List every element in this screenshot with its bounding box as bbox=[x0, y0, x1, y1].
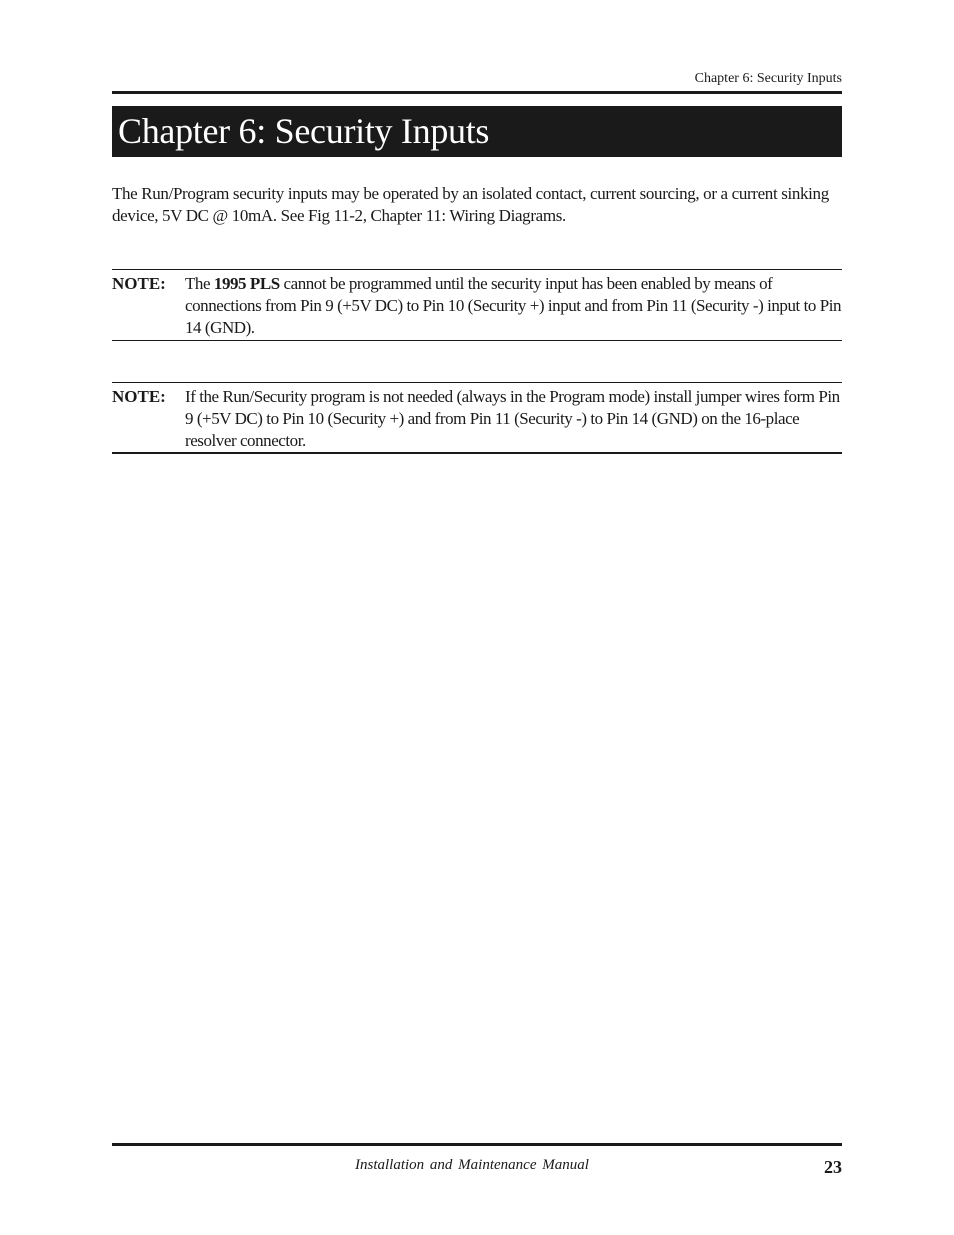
header-rule bbox=[112, 91, 842, 94]
note-text-body: cannot be programmed until the security input has been enabled by means of connections from Pin 9 (+5V DC) to Pin 10 (Security +) input and from Pin 11 (Security -) input to Pin 14 (GND). bbox=[185, 274, 842, 337]
footer-rule bbox=[112, 1143, 842, 1146]
note-text-prefix: The bbox=[185, 274, 214, 293]
note-box-programming bbox=[112, 269, 842, 341]
page-number: 23 bbox=[824, 1157, 842, 1177]
note-label: NOTE: bbox=[112, 274, 166, 293]
running-header: Chapter 6: Security Inputs bbox=[694, 71, 842, 86]
note-text: If the Run/Security program is not needed (always in the Program mode) install jumper wires form Pin 9 (+5V DC) to Pin 10 (Security +) and from Pin 11 (Security -) to Pin 14 (GND) on the 16-place resolver connector. bbox=[185, 387, 840, 450]
chapter-title: Chapter 6: Security Inputs bbox=[118, 111, 490, 151]
note-label: NOTE: bbox=[112, 387, 166, 406]
footer-manual-title: Installation and Maintenance Manual bbox=[355, 1157, 589, 1173]
product-name: 1995 PLS bbox=[213, 274, 280, 293]
note-box-jumper bbox=[112, 382, 842, 454]
note-text bbox=[185, 273, 842, 339]
intro-paragraph: The Run/Program security inputs may be operated by an isolated contact, current sourcing, or a current sinking device, 5V DC @ 10mA. See Fig 11-2, Chapter 11: Wiring Diagrams. bbox=[112, 184, 829, 225]
chapter-title-bar bbox=[112, 106, 842, 157]
